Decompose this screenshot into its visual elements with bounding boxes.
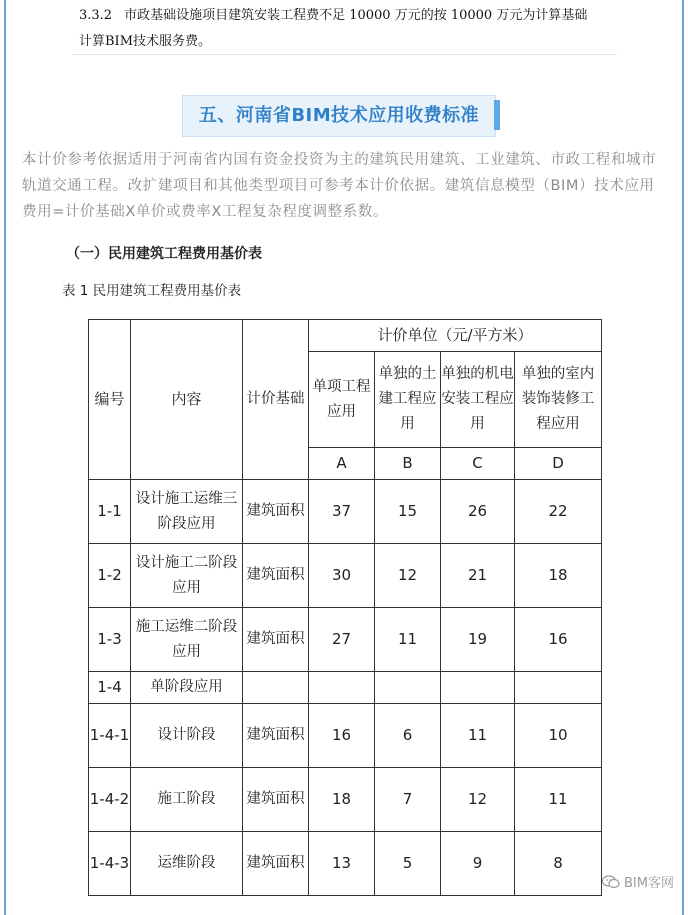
- row-content: 施工阶段: [131, 768, 243, 832]
- row-id: 1-4: [89, 672, 131, 704]
- row-basis: 建筑面积: [243, 608, 309, 672]
- header-letter-b: B: [375, 448, 441, 480]
- row-value-c: 19: [441, 608, 515, 672]
- row-value-b: 5: [375, 832, 441, 896]
- section-title-accent: [494, 100, 500, 130]
- row-value-a: 27: [309, 608, 375, 672]
- row-value-a: 37: [309, 480, 375, 544]
- header-basis: 计价基础: [243, 320, 309, 480]
- row-content: 单阶段应用: [131, 672, 243, 704]
- row-value-b: 15: [375, 480, 441, 544]
- row-value-a: 16: [309, 704, 375, 768]
- row-value-d: 8: [515, 832, 602, 896]
- row-content: 设计施工二阶段应用: [131, 544, 243, 608]
- row-id: 1-3: [89, 608, 131, 672]
- row-id: 1-1: [89, 480, 131, 544]
- row-value-b: 7: [375, 768, 441, 832]
- row-value-a: 30: [309, 544, 375, 608]
- row-basis: 建筑面积: [243, 704, 309, 768]
- row-basis: 建筑面积: [243, 832, 309, 896]
- header-col-a: 单项工程应用: [309, 352, 375, 448]
- section-title: 五、河南省BIM技术应用收费标准: [198, 105, 480, 126]
- row-value-d: 10: [515, 704, 602, 768]
- row-basis: [243, 672, 309, 704]
- row-value-d: 18: [515, 544, 602, 608]
- table-row: [89, 832, 602, 896]
- row-id: 1-4-1: [89, 704, 131, 768]
- row-value-b: 11: [375, 608, 441, 672]
- section-title-box: [182, 95, 496, 137]
- row-value-a: [309, 672, 375, 704]
- table-caption: 表 1 民用建筑工程费用基价表: [62, 283, 242, 299]
- header-letter-c: C: [441, 448, 515, 480]
- row-value-d: [515, 672, 602, 704]
- row-id: 1-4-3: [89, 832, 131, 896]
- row-id: 1-4-2: [89, 768, 131, 832]
- page-frame-right: [682, 0, 684, 915]
- row-content: 运维阶段: [131, 832, 243, 896]
- table-row: [89, 544, 602, 608]
- clause-text-line1: 市政基础设施项目建筑安装工程费不足 10000 万元的按 10000 万元为计算基础: [124, 8, 588, 23]
- header-letter-a: A: [309, 448, 375, 480]
- row-value-c: 21: [441, 544, 515, 608]
- fee-table: [88, 319, 602, 896]
- row-content: 设计阶段: [131, 704, 243, 768]
- row-value-c: 26: [441, 480, 515, 544]
- table-row: [89, 480, 602, 544]
- row-value-c: [441, 672, 515, 704]
- row-value-c: 12: [441, 768, 515, 832]
- header-letter-d: D: [515, 448, 602, 480]
- table-row: [89, 704, 602, 768]
- row-value-c: 11: [441, 704, 515, 768]
- row-basis: 建筑面积: [243, 544, 309, 608]
- clause-number: 3.3.2: [79, 8, 113, 23]
- page-frame-left: [4, 0, 6, 915]
- row-value-d: 16: [515, 608, 602, 672]
- table-row: [89, 768, 602, 832]
- row-value-b: 6: [375, 704, 441, 768]
- header-unit-group: 计价单位（元/平方米）: [309, 320, 602, 352]
- row-value-b: [375, 672, 441, 704]
- header-content: 内容: [131, 320, 243, 480]
- watermark-text: BIM客网: [624, 876, 674, 891]
- row-value-b: 12: [375, 544, 441, 608]
- watermark: [602, 872, 674, 891]
- row-basis: 建筑面积: [243, 480, 309, 544]
- header-col-d: 单独的室内装饰装修工程应用: [515, 352, 602, 448]
- row-content: 设计施工运维三阶段应用: [131, 480, 243, 544]
- clause-note: [72, 0, 617, 55]
- intro-paragraph: 本计价参考依据适用于河南省内国有资金投资为主的建筑民用建筑、工业建筑、市政工程和城市轨道交通工程。改扩建项目和其他类型项目可参考本计价依据。建筑信息模型（BIM）技术应用费用=计价基础X单价或费率X工程复杂程度调整系数。: [22, 152, 657, 220]
- wechat-icon: [602, 875, 620, 889]
- clause-text-line2: 计算BIM技术服务费。: [79, 34, 211, 49]
- header-col-c: 单独的机电安装工程应用: [441, 352, 515, 448]
- header-col-b: 单独的土建工程应用: [375, 352, 441, 448]
- row-id: 1-2: [89, 544, 131, 608]
- row-basis: 建筑面积: [243, 768, 309, 832]
- row-value-d: 11: [515, 768, 602, 832]
- sub-heading: （一）民用建筑工程费用基价表: [66, 246, 262, 262]
- row-value-a: 18: [309, 768, 375, 832]
- table-row: [89, 672, 602, 704]
- row-value-c: 9: [441, 832, 515, 896]
- row-value-d: 22: [515, 480, 602, 544]
- table-row: [89, 608, 602, 672]
- row-value-a: 13: [309, 832, 375, 896]
- header-id: 编号: [89, 320, 131, 480]
- row-content: 施工运维二阶段应用: [131, 608, 243, 672]
